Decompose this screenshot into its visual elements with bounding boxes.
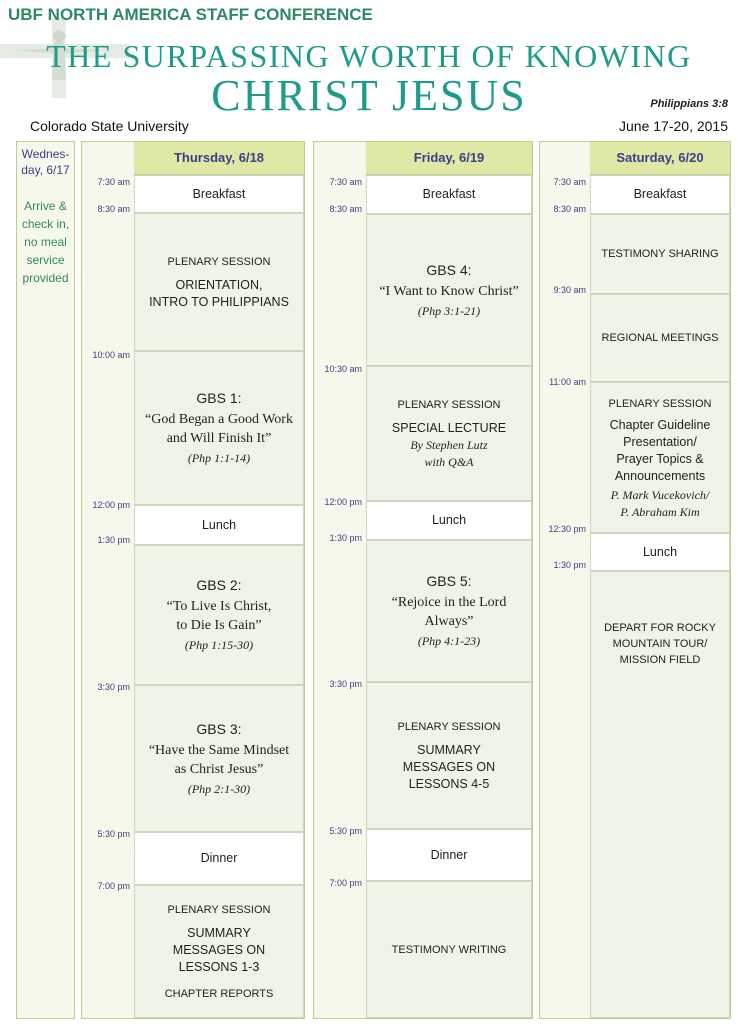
time-label: 1:30 pm: [97, 535, 130, 545]
gbs-reference: (Php 1:1-14): [187, 451, 251, 465]
session-title: ORIENTATION,: [175, 278, 263, 292]
lunch-block: [134, 505, 304, 545]
block-label: DEPART FOR ROCKY: [604, 622, 716, 634]
summary-block: [366, 682, 532, 829]
gbs-quote: “Rejoice in the Lord: [391, 595, 507, 610]
session-title: SPECIAL LECTURE: [391, 421, 507, 435]
time-label: 11:00 am: [549, 377, 586, 387]
block-label: Breakfast: [633, 187, 687, 201]
session-title: Presentation/: [623, 434, 697, 449]
block-label: Lunch: [431, 513, 467, 527]
session-title: LESSONS 4-5: [408, 777, 490, 791]
block-label: Lunch: [642, 544, 678, 559]
dinner-block: [134, 832, 304, 885]
block-label: MISSION FIELD: [619, 654, 701, 666]
friday-column: [313, 141, 533, 1019]
speaker: with Q&A: [424, 455, 474, 469]
time-label: 7:30 am: [553, 177, 586, 187]
gbs-quote: as Christ Jesus”: [174, 761, 264, 777]
gbs-quote: and Will Finish It”: [166, 431, 272, 446]
verse-reference: Philippians 3:8: [650, 98, 728, 110]
block-label: Dinner: [430, 847, 468, 862]
time-label: 1:30 pm: [553, 560, 586, 570]
gbs-quote: “To Live Is Christ,: [166, 599, 272, 614]
breakfast-block: [366, 175, 532, 214]
gbs-reference: (Php 3:1-21): [417, 303, 481, 318]
gbs-quote: to Die Is Gain”: [176, 618, 262, 633]
saturday-column: [539, 141, 731, 1019]
time-label: 8:30 am: [329, 204, 362, 214]
gbs-quote: “I Want to Know Christ”: [379, 283, 519, 299]
block-label: Dinner: [200, 851, 238, 865]
time-label: 12:00 pm: [324, 497, 362, 507]
gbs-reference: (Php 1:15-30): [184, 638, 254, 652]
session-title: MESSAGES ON: [172, 942, 266, 957]
gbs-reference: (Php 2:1-30): [187, 781, 251, 796]
session-type: PLENARY SESSION: [608, 397, 712, 410]
block-label: MOUNTAIN TOUR/: [612, 638, 708, 650]
breakfast-block: [134, 175, 304, 213]
testimony-writing-block: [366, 881, 532, 1018]
time-label: 5:30 pm: [329, 826, 362, 836]
gbs2-block: [134, 545, 304, 685]
gbs4-block: [366, 214, 532, 366]
time-label: 9:30 am: [553, 285, 586, 295]
time-label: 7:00 pm: [97, 881, 130, 891]
lunch-block: [590, 533, 730, 571]
session-title: Prayer Topics &: [616, 451, 704, 466]
summary-block: [134, 885, 304, 1018]
regional-meetings-block: [590, 294, 730, 382]
time-label: 8:30 am: [553, 204, 586, 214]
breakfast-block: [590, 175, 730, 214]
time-label: 7:30 am: [329, 177, 362, 187]
location: Colorado State University: [30, 118, 189, 134]
gbs-title: GBS 3:: [196, 720, 242, 737]
speaker: P. Abraham Kim: [620, 504, 700, 519]
gbs-quote: “God Began a Good Work: [145, 412, 293, 427]
session-title: INTRO TO PHILIPPIANS: [149, 295, 289, 309]
time-label: 10:30 am: [324, 364, 362, 374]
plenary-block: [590, 382, 730, 533]
block-label: REGIONAL MEETINGS: [601, 332, 719, 344]
dinner-block: [366, 829, 532, 881]
testimony-sharing-block: [590, 214, 730, 294]
gbs-quote: Always”: [424, 614, 474, 629]
depart-block: [590, 571, 730, 1018]
time-label: 3:30 pm: [97, 682, 130, 692]
orientation-block: [134, 213, 304, 351]
thursday-header: Thursday, 6/18: [134, 142, 304, 175]
thursday-column: [81, 141, 305, 1019]
gbs-quote: “Have the Same Mindset: [148, 742, 290, 758]
lunch-block: [366, 501, 532, 540]
gbs-title: GBS 1:: [196, 390, 242, 406]
wednesday-title: Wednes-day, 6/17: [21, 147, 70, 177]
session-title: Announcements: [614, 468, 706, 483]
wednesday-column: [16, 141, 75, 1019]
friday-header: Friday, 6/19: [366, 142, 532, 175]
gbs-title: GBS 2:: [196, 577, 242, 593]
conference-dates: June 17-20, 2015: [619, 118, 728, 134]
session-type: PLENARY SESSION: [397, 721, 501, 733]
session-extra: CHAPTER REPORTS: [164, 987, 274, 1000]
gbs1-block: [134, 351, 304, 505]
gbs-title: GBS 5:: [426, 573, 472, 589]
wednesday-note: Arrive & check in, no meal service provided: [21, 199, 70, 285]
speaker: By Stephen Lutz: [410, 438, 488, 452]
time-label: 3:30 pm: [329, 679, 362, 689]
block-label: Breakfast: [422, 187, 476, 201]
speaker: P. Mark Vucekovich/: [610, 487, 710, 502]
special-lecture-block: [366, 366, 532, 501]
session-type: PLENARY SESSION: [167, 256, 271, 268]
session-type: PLENARY SESSION: [167, 903, 271, 916]
session-title: SUMMARY: [417, 743, 481, 757]
block-label: TESTIMONY SHARING: [601, 248, 719, 260]
time-label: 8:30 am: [97, 204, 130, 214]
time-label: 12:00 pm: [92, 500, 130, 510]
session-type: PLENARY SESSION: [397, 399, 501, 411]
time-label: 1:30 pm: [329, 533, 362, 543]
gbs3-block: [134, 685, 304, 832]
gbs-reference: (Php 4:1-23): [417, 634, 481, 648]
session-title: SUMMARY: [187, 925, 251, 940]
block-label: Breakfast: [192, 186, 246, 201]
time-label: 7:00 pm: [329, 878, 362, 888]
gbs-title: GBS 4:: [426, 261, 472, 278]
time-label: 10:00 am: [92, 350, 130, 360]
saturday-header: Saturday, 6/20: [590, 142, 730, 175]
session-title: LESSONS 1-3: [178, 959, 260, 974]
block-label: TESTIMONY WRITING: [391, 943, 507, 956]
block-label: Lunch: [201, 517, 237, 532]
time-label: 5:30 pm: [97, 829, 130, 839]
session-title: MESSAGES ON: [402, 760, 496, 774]
time-label: 7:30 am: [97, 177, 130, 187]
time-label: 12:30 pm: [548, 524, 586, 534]
gbs5-block: [366, 540, 532, 682]
organization-name: UBF NORTH AMERICA STAFF CONFERENCE: [8, 5, 373, 24]
conference-title-line1: THE SURPASSING WORTH OF KNOWING: [46, 38, 692, 74]
session-title: Chapter Guideline: [609, 417, 711, 432]
conference-title-line2: CHRIST JESUS: [211, 71, 527, 120]
